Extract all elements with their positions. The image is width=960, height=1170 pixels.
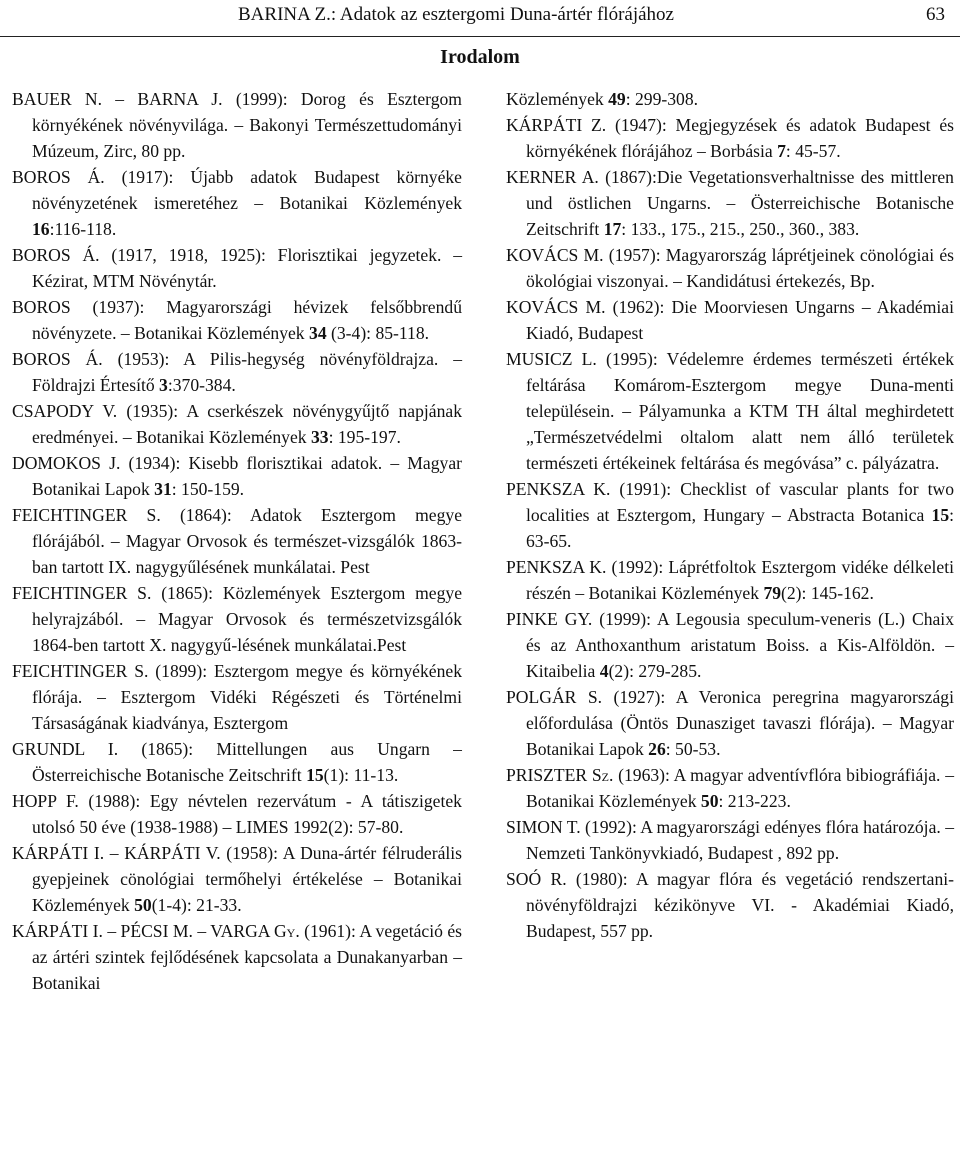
reference-entry (506, 684, 954, 762)
reference-entry (12, 840, 462, 918)
reference-authors: KERNER A. (506, 167, 599, 187)
reference-authors: FEICHTINGER S. (12, 661, 149, 681)
reference-text: (1995): Védelemre érdemes természeti értékek feltárása Komárom-Esztergom megye Duna-menti településein. – Pályamunka a KTM TH által meghirdetett „Természetvédelmi oltalom alatt nem álló területek természeti értékeinek feltárása és megóvása” c. pályázatra. (526, 349, 954, 473)
reference-authors: PINKE GY. (506, 609, 593, 629)
reference-text: (1953): A Pilis-hegység növényföldrajza. – Földrajzi Értesítő (32, 349, 463, 395)
reference-text: (1963): A magyar adventívflóra bibiográfiája. – Botanikai Közlemények (526, 765, 954, 811)
reference-authors: PRISZTER Sz. (506, 765, 614, 785)
reference-entry (506, 164, 954, 242)
reference-entry (506, 762, 954, 814)
reference-volume: 4 (599, 661, 609, 681)
reference-authors: KÁRPÁTI I. – PÉCSI M. – VARGA Gy. (12, 921, 300, 941)
reference-volume: 3 (159, 375, 168, 395)
page-number: 63 (926, 4, 945, 25)
reference-pages: : 63-65. (526, 505, 954, 551)
reference-entry (506, 242, 954, 294)
reference-authors: FEICHTINGER S. (12, 583, 152, 603)
reference-text: (1865): Közlemények Esztergom megye helyrajzából. – Magyar Orvosok és természetvizsgálók 1864-ben tartott X. nagygyű-lésének munkálatai.Pest (32, 583, 463, 655)
reference-volume: 26 (648, 739, 666, 759)
reference-text: (1991): Checklist of vascular plants for two localities at Esztergom, Hungary – Abstracta Botanica (526, 479, 954, 525)
reference-authors: HOPP F. (12, 791, 79, 811)
reference-pages: (1): 11-13. (323, 765, 399, 785)
reference-authors: SIMON T. (506, 817, 581, 837)
reference-text: (1927): A Veronica peregrina magyarországi előfordulása (Öntös Dunasziget tavaszi flórája). – Magyar Botanikai Lapok (526, 687, 954, 759)
reference-text: (1961): A vegetáció és az ártéri szintek fejlődésének kapcsolata a Dunakanyarban – Botanikai (32, 921, 462, 993)
reference-text: (1935): A cserkészek növénygyűjtő napjának eredményei. – Botanikai Közlemények (32, 401, 463, 447)
reference-text: (1992): Láprétfoltok Esztergom vidéke délkeleti részén – Botanikai Közlemények (526, 557, 955, 603)
reference-entry (12, 398, 462, 450)
reference-entry (506, 476, 954, 554)
reference-volume: 79 (763, 583, 782, 603)
reference-authors: PENKSZA K. (506, 479, 611, 499)
reference-pages: (2): 279-285. (608, 661, 702, 681)
reference-entry (12, 658, 462, 736)
reference-entry (12, 450, 462, 502)
reference-authors: KOVÁCS M. (506, 245, 604, 265)
reference-volume: 15 (306, 765, 324, 785)
reference-entry (12, 346, 462, 398)
reference-text: (1947): Megjegyzések és adatok Budapest és környékének flórájához – Borbásia (526, 115, 954, 161)
reference-entry (506, 554, 954, 606)
reference-text: (1992): A magyarországi edényes flóra határozója. – Nemzeti Tankönyvkiadó, Budapest , 892 pp. (526, 817, 954, 863)
reference-authors: DOMOKOS J. (12, 453, 121, 473)
reference-column-right (506, 86, 954, 944)
reference-entry (506, 294, 954, 346)
reference-text: Közlemények (506, 89, 609, 109)
reference-pages: : 45-57. (785, 141, 841, 161)
reference-authors: KOVÁCS M. (506, 297, 606, 317)
running-header (0, 2, 960, 37)
reference-pages: : 213-223. (718, 791, 791, 811)
reference-authors: MUSICZ L. (506, 349, 597, 369)
reference-entry (506, 814, 954, 866)
reference-text: (1980): A magyar flóra és vegetáció rendszertani-növényföldrajzi kézikönyve VI. - Akadémiai Kiadó, Budapest, 557 pp. (526, 869, 955, 941)
reference-pages: : 50-53. (665, 739, 721, 759)
reference-column-left (12, 86, 462, 996)
reference-authors: PENKSZA K. (506, 557, 607, 577)
reference-entry (12, 294, 462, 346)
reference-text: (1917, 1918, 1925): Florisztikai jegyzetek. – Kézirat, MTM Növénytár. (32, 245, 462, 291)
reference-entry (506, 112, 954, 164)
reference-entry (12, 164, 462, 242)
reference-text: (1934): Kisebb florisztikai adatok. – Magyar Botanikai Lapok (32, 453, 462, 499)
reference-entry (506, 866, 954, 944)
reference-volume: 34 (309, 323, 327, 343)
reference-pages: : 150-159. (171, 479, 245, 499)
reference-volume: 15 (931, 505, 950, 525)
reference-text: (1865): Mittellungen aus Ungarn – Österreichische Botanische Zeitschrift (32, 739, 462, 785)
reference-pages: (2): 145-162. (781, 583, 874, 603)
reference-text: (1962): Die Moorviesen Ungarns – Akadémiai Kiadó, Budapest (526, 297, 954, 343)
reference-entry (12, 788, 462, 840)
reference-pages: :370-384. (167, 375, 236, 395)
reference-text: (1999): Dorog és Esztergom környékének növényvilága. – Bakonyi Természettudományi Múzeum, Zirc, 80 pp. (32, 89, 462, 161)
reference-volume: 33 (310, 427, 329, 447)
reference-pages: (1-4): 21-33. (151, 895, 242, 915)
reference-authors: POLGÁR S. (506, 687, 603, 707)
reference-authors: GRUNDL I. (12, 739, 119, 759)
reference-entry (506, 86, 954, 112)
reference-pages: : 299-308. (625, 89, 699, 109)
reference-volume: 7 (777, 141, 786, 161)
reference-text: (1999): A Legousia speculum-veneris (L.) Chaix és az Anthoxanthum aristatum Boiss. a Kis-Alföldön. – Kitaibelia (526, 609, 954, 681)
running-title: BARINA Z.: Adatok az esztergomi Duna-ártér flórájához (238, 4, 674, 25)
reference-pages: : 133., 175., 215., 250., 360., 383. (621, 219, 860, 239)
reference-volume: 31 (154, 479, 172, 499)
reference-entry (12, 580, 462, 658)
reference-authors: BAUER N. – BARNA J. (12, 89, 223, 109)
reference-volume: 16 (32, 219, 50, 239)
section-title: Irodalom (440, 46, 520, 68)
reference-entry (12, 502, 462, 580)
reference-authors: BOROS (12, 297, 71, 317)
reference-authors: SOÓ R. (506, 869, 567, 889)
reference-authors: KÁRPÁTI Z. (506, 115, 607, 135)
reference-text: (1957): Magyarország láprétjeinek cönológiai és ökológiai viszonyai. – Kandidátusi értekezés, Bp. (526, 245, 954, 291)
reference-volume: 17 (603, 219, 622, 239)
reference-volume: 50 (134, 895, 152, 915)
reference-text: (1917): Újabb adatok Budapest környéke növényzetének ismeretéhez – Botanikai Közlemények (32, 167, 462, 213)
reference-entry (12, 242, 462, 294)
reference-authors: KÁRPÁTI I. – KÁRPÁTI V. (12, 843, 221, 863)
reference-entry (12, 736, 462, 788)
reference-entry (506, 606, 954, 684)
reference-text: (1937): Magyarországi hévizek felsőbbrendű növényzete. – Botanikai Közlemények (32, 297, 462, 343)
reference-text: (1867):Die Vegetationsverhaltnisse des mittleren und östlichen Ungarns. – Österreichische Botanische Zeitschrift (526, 167, 954, 239)
reference-text: (1988): Egy névtelen rezervátum - A tátiszigetek utolsó 50 éve (1938-1988) – LIMES 1992(2): 57-80. (32, 791, 462, 837)
reference-text: (1864): Adatok Esztergom megye flórájából. – Magyar Orvosok és természet-vizsgálók 1863-ban tartott IX. nagygyűlésének munkálatai. Pest (32, 505, 462, 577)
reference-authors: FEICHTINGER S. (12, 505, 161, 525)
reference-authors: BOROS Á. (12, 245, 100, 265)
reference-authors: CSAPODY V. (12, 401, 118, 421)
reference-text: (1958): A Duna-ártér félruderális gyepjeinek cönológiai termőhelyi értékelése – Botanikai Közlemények (32, 843, 463, 915)
reference-volume: 49 (608, 89, 626, 109)
reference-entry (506, 346, 954, 476)
reference-authors: BOROS Á. (12, 349, 103, 369)
reference-authors: BOROS Á. (12, 167, 105, 187)
reference-text: (1899): Esztergom megye és környékének flórája. – Esztergom Vidéki Régészeti és Történelmi Társaságának kiadványa, Esztergom (32, 661, 462, 733)
reference-pages: (3-4): 85-118. (326, 323, 430, 343)
reference-volume: 50 (700, 791, 719, 811)
reference-entry (12, 86, 462, 164)
reference-pages: :116-118. (49, 219, 117, 239)
reference-pages: : 195-197. (328, 427, 401, 447)
reference-entry (12, 918, 462, 996)
